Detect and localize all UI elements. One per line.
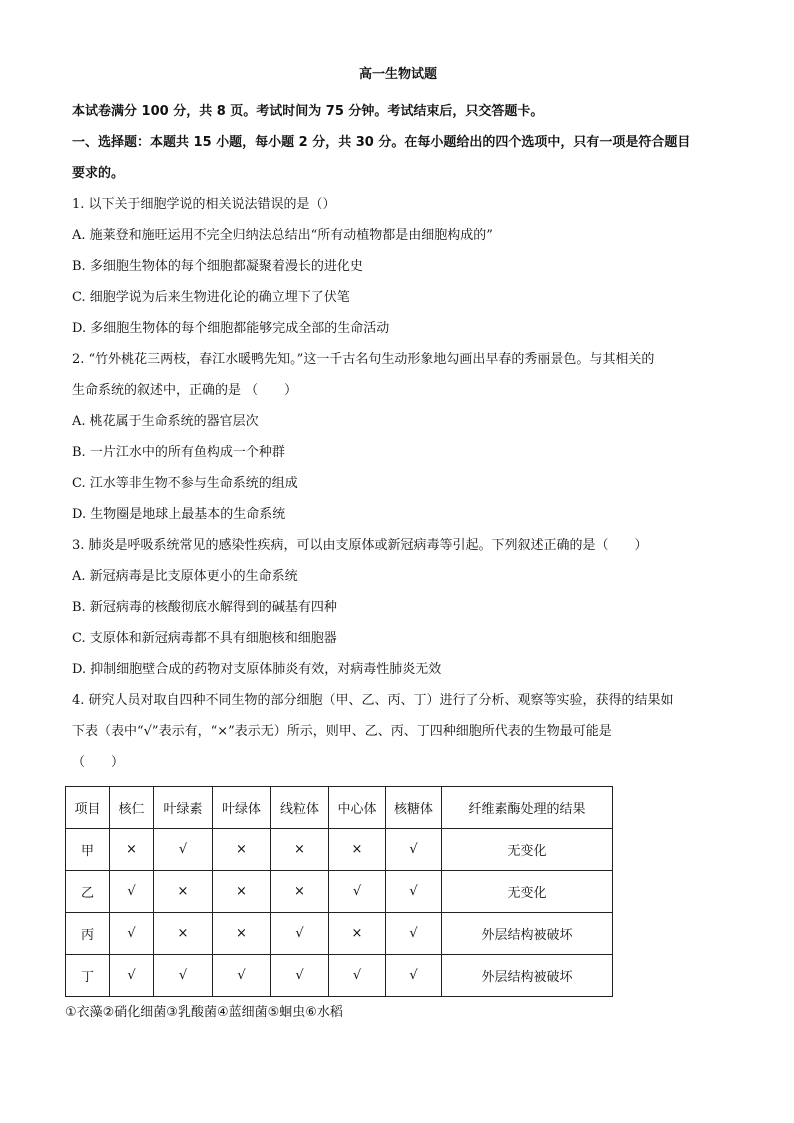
section-heading-line-1: 一、选择题：本题共 15 小题，每小题 2 分，共 30 分。在每小题给出的四个选项中，只有一项是符合题目: [72, 135, 691, 150]
option-b: B. 一片江水中的所有鱼构成一个种群: [72, 445, 285, 460]
table-cell: √: [386, 955, 442, 997]
question-2: [72, 344, 724, 530]
table-cell: 丙: [66, 913, 110, 955]
table-cell: ×: [154, 871, 213, 913]
header-cell: 纤维素酶处理的结果: [442, 787, 613, 829]
header-cell: 项目: [66, 787, 110, 829]
table-cell: ×: [271, 829, 329, 871]
question-stem-line-2: 下表（表中“√”表示有，“×”表示无）所示，则甲、乙、丙、丁四种细胞所代表的生物最可能是: [72, 724, 612, 739]
option-c: C. 江水等非生物不参与生命系统的组成: [72, 476, 298, 491]
table-cell: √: [110, 955, 154, 997]
header-cell: 核仁: [110, 787, 154, 829]
header-cell: 叶绿体: [213, 787, 271, 829]
table-cell: 无变化: [442, 871, 613, 913]
table-row: [66, 829, 613, 871]
question-4: [65, 685, 724, 1025]
table-cell: 无变化: [442, 829, 613, 871]
table-cell: ×: [213, 913, 271, 955]
header-cell: 线粒体: [271, 787, 329, 829]
question-stem-line-2: 生命系统的叙述中，正确的是 （ ）: [72, 383, 298, 398]
table-cell: ×: [213, 871, 271, 913]
table-cell: 外层结构被破坏: [442, 955, 613, 997]
table-cell: √: [154, 829, 213, 871]
table-cell: √: [386, 913, 442, 955]
table-cell: ×: [329, 829, 386, 871]
option-a: A. 施莱登和施旺运用不完全归纳法总结出“所有动植物都是由细胞构成的”: [72, 228, 493, 243]
table-cell: √: [213, 955, 271, 997]
question-stem-line-1: 2. “竹外桃花三两枝，春江水暖鸭先知。”这一千古名句生动形象地勾画出早春的秀丽景色。与其相关的: [72, 352, 655, 367]
question-stem: 3. 肺炎是呼吸系统常见的感染性疾病，可以由支原体或新冠病毒等引起。下列叙述正确的是（ ）: [72, 538, 648, 553]
table-cell: √: [110, 871, 154, 913]
table-cell: √: [329, 871, 386, 913]
option-b: B. 多细胞生物体的每个细胞都凝聚着漫长的进化史: [72, 259, 363, 274]
table-cell: √: [329, 955, 386, 997]
option-c: C. 细胞学说为后来生物进化论的确立埋下了伏笔: [72, 290, 350, 305]
header-cell: 叶绿素: [154, 787, 213, 829]
table-cell: ×: [271, 871, 329, 913]
question-stem-line-3: （ ）: [72, 755, 125, 770]
option-d: D. 抑制细胞壁合成的药物对支原体肺炎有效，对病毒性肺炎无效: [72, 662, 442, 677]
table-cell: √: [110, 913, 154, 955]
header-cell: 中心体: [329, 787, 386, 829]
exam-intro: 本试卷满分 100 分，共 8 页。考试时间为 75 分钟。考试结束后，只交答题卡。: [72, 104, 544, 119]
table-cell: √: [386, 829, 442, 871]
table-cell: 乙: [66, 871, 110, 913]
table-cell: 丁: [66, 955, 110, 997]
question-stem-line-1: 4. 研究人员对取自四种不同生物的部分细胞（甲、乙、丙、丁）进行了分析、观察等实验，获得的结果如: [72, 693, 674, 708]
page-title: 高一生物试题: [358, 67, 437, 82]
table-cell: √: [386, 871, 442, 913]
question-3: [72, 530, 724, 685]
table-cell: ×: [110, 829, 154, 871]
table-cell: ×: [154, 913, 213, 955]
cell-comparison-table: [65, 786, 613, 997]
table-cell: √: [271, 955, 329, 997]
exam-page: [65, 64, 724, 1025]
table-cell: ×: [213, 829, 271, 871]
section-heading-line-2: 要求的。: [72, 166, 125, 181]
option-c: C. 支原体和新冠病毒都不具有细胞核和细胞器: [72, 631, 337, 646]
table-row: [66, 913, 613, 955]
option-a: A. 桃花属于生命系统的器官层次: [72, 414, 259, 429]
table-cell: √: [154, 955, 213, 997]
table-header-row: [66, 787, 613, 829]
option-d: D. 多细胞生物体的每个细胞都能够完成全部的生命活动: [72, 321, 390, 336]
question-1: [72, 189, 724, 344]
answer-options: ①衣藻②硝化细菌③乳酸菌④蓝细菌⑤蛔虫⑥水稻: [65, 1005, 343, 1020]
table-row: [66, 955, 613, 997]
table-cell: √: [271, 913, 329, 955]
option-b: B. 新冠病毒的核酸彻底水解得到的碱基有四种: [72, 600, 337, 615]
table-cell: 甲: [66, 829, 110, 871]
table-cell: ×: [329, 913, 386, 955]
option-d: D. 生物圈是地球上最基本的生命系统: [72, 507, 286, 522]
table-cell: 外层结构被破坏: [442, 913, 613, 955]
question-stem: 1. 以下关于细胞学说的相关说法错误的是（）: [72, 197, 336, 212]
header-cell: 核糖体: [386, 787, 442, 829]
option-a: A. 新冠病毒是比支原体更小的生命系统: [72, 569, 298, 584]
table-row: [66, 871, 613, 913]
